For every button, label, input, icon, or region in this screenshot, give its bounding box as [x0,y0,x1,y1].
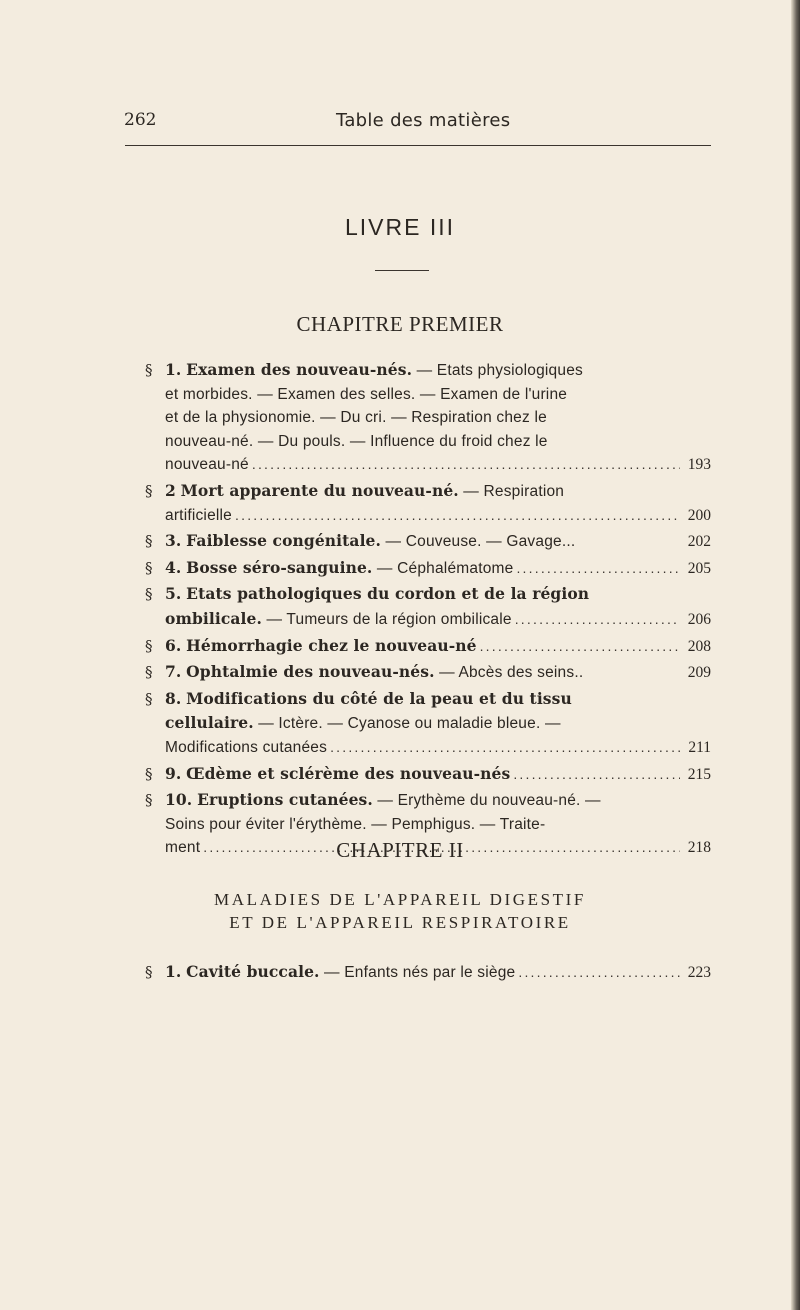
entry-text: nouveau-né. — Du pouls. — Influence du froid chez le [165,432,548,450]
entry-number: 1. [165,962,182,981]
entry-number: 2 [165,480,176,500]
entry-page: 218 [687,839,711,857]
chapter-1-toc [145,358,711,862]
entry-heading: cellulaire. [165,713,254,733]
entry-page: 206 [687,610,711,628]
entry-text: et de la physionomie. — Du cri. — Respiration chez le [165,409,547,427]
entry-page: 200 [687,506,711,524]
chapter-1-title: CHAPITRE PREMIER [296,312,504,336]
entry-text: — Tumeurs de la région ombilicale [261,610,512,628]
entry-text: — Respiration [458,482,565,500]
toc-entry [145,762,711,787]
section-sign: § [145,636,153,655]
chapter-2-title: CHAPITRE II [336,838,464,862]
section-sign: § [145,532,153,551]
entry-text: — Enfants nés par le siège [319,964,516,981]
entry-text: — Céphalématome [372,559,514,577]
toc-entry [145,479,711,527]
entry-page: 202 [687,533,711,551]
book-title: LIVRE III [344,214,456,240]
toc-entry [145,960,711,985]
entry-number: 9. [165,763,182,783]
entry-text: — Erythème du nouveau-né. — [372,792,601,810]
entry-text: — Abcès des seins.. [434,664,584,682]
section-sign: § [145,361,153,379]
page-number: 262 [124,110,157,130]
entry-number: 7. [165,662,182,682]
entry-heading: Ophtalmie des nouveau-nés. [186,662,435,682]
section-sign: § [145,963,153,981]
entry-number: 8. [165,688,182,708]
chapter-2-subtitle: MALADIES DE L'APPAREIL DIGESTIF [214,890,586,909]
entry-heading: Eruptions cutanées. [197,790,373,810]
entry-number: 4. [165,557,182,577]
entry-text: ment [165,839,201,857]
entry-text: nouveau-né [165,456,249,474]
entry-text: Modifications cutanées [165,738,328,756]
entry-heading: Cavité buccale. [186,962,320,981]
entry-heading: Mort apparente du nouveau-né. [180,480,459,500]
entry-heading: Bosse séro-sanguine. [186,557,373,577]
toc-entry [145,358,711,477]
entry-number: 10. [165,790,193,810]
toc-entry [145,687,711,760]
section-sign: § [145,481,153,500]
entry-text: — Ictère. — Cyanose ou maladie bleue. — [253,715,561,733]
toc-entry [145,529,711,554]
dot-leader [330,736,680,760]
entry-page: 208 [687,637,711,655]
page-edge [791,0,800,1310]
entry-heading: Examen des nouveau-nés. [186,360,413,379]
section-sign: § [145,585,153,604]
entry-heading: Œdème et sclérème des nouveau-nés [186,763,511,783]
entry-heading: Hémorrhagie chez le nouveau-né [186,635,477,655]
entry-number: 5. [165,584,182,604]
entry-page: 211 [688,738,711,756]
section-sign: § [145,791,153,810]
entry-number: 3. [165,531,182,551]
toc-entry [145,556,711,581]
section-sign: § [145,689,153,708]
entry-page: 193 [687,456,711,474]
dot-leader [516,557,680,581]
toc-entry [145,582,711,631]
entry-heading: Etats pathologiques du cordon et de la région [186,584,590,604]
chapter-2-subtitle: ET DE L'APPAREIL RESPIRATOIRE [229,913,571,932]
entry-page: 215 [687,765,711,783]
section-sign: § [145,764,153,783]
entry-number: 6. [165,635,182,655]
header-rule [125,145,711,146]
section-sign: § [145,558,153,577]
running-head [0,110,800,134]
entry-text: artificielle [165,506,233,524]
entry-text: — Couveuse. — Gavage... [381,533,576,551]
entry-heading: Faiblesse congénitale. [186,531,382,551]
toc-entry [145,634,711,659]
entry-text: Soins pour éviter l'érythème. — Pemphigus. — Traite- [165,815,546,833]
dot-leader [235,504,680,528]
entry-page: 223 [687,964,711,981]
dot-leader [515,608,680,632]
toc-entry [145,660,711,685]
chapter-2-toc [145,960,711,987]
entry-text: — Etats physiologiques [412,362,583,379]
dot-leader [513,763,680,787]
dot-leader [252,453,680,477]
entry-page: 205 [687,559,711,577]
entry-heading: ombilicale. [165,608,262,628]
running-head-title: Table des matières [336,110,511,131]
entry-page: 209 [687,664,711,682]
dot-leader [480,635,680,659]
entry-heading: Modifications du côté de la peau et du tissu [186,688,572,708]
divider-rule [375,270,429,271]
section-sign: § [145,663,153,682]
dot-leader [518,961,680,985]
entry-text: et morbides. — Examen des selles. — Examen de l'urine [165,385,568,403]
entry-number: 1. [165,360,182,379]
